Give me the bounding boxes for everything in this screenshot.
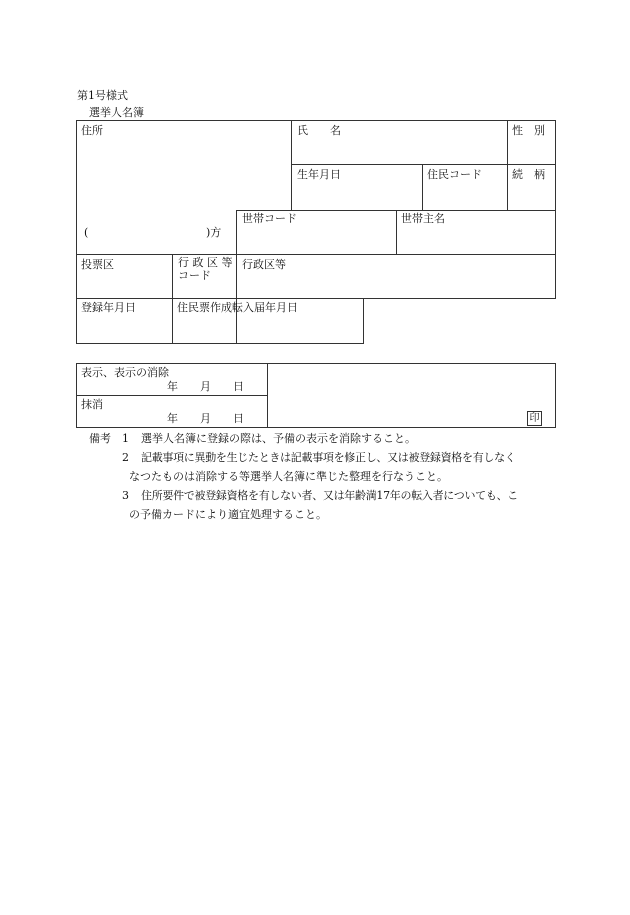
admin-district-code-label-2: コード <box>178 269 211 282</box>
table-rule <box>76 120 77 299</box>
table-rule <box>76 254 556 255</box>
table-rule <box>76 120 556 121</box>
table-rule <box>76 343 364 344</box>
table-rule <box>396 210 397 254</box>
note-2-text-line1: 記載事項に異動を生じたときは記載事項を修正し、又は被登録資格を有しなく <box>141 451 516 464</box>
birthdate-label: 生年月日 <box>297 168 341 181</box>
name-label: 氏 名 <box>297 124 341 137</box>
care-of-open: ( <box>84 226 89 239</box>
admin-district-label: 行政区等 <box>242 258 286 271</box>
household-head-label: 世帯主名 <box>401 212 445 225</box>
table-rule <box>236 210 556 211</box>
table-rule <box>76 298 77 343</box>
table-rule <box>76 395 268 396</box>
table-rule <box>291 164 556 165</box>
address-label: 住所 <box>81 124 103 137</box>
note-3-text-line2: の予備カードにより適宜処理すること。 <box>129 508 327 521</box>
resident-code-label: 住民コード <box>427 168 482 181</box>
seal-mark: 印 <box>527 411 542 426</box>
note-1-text: 選挙人名簿に登録の際は、予備の表示を消除すること。 <box>141 432 416 445</box>
note-1-number: 1 <box>122 432 129 445</box>
voting-district-label: 投票区 <box>81 258 114 271</box>
erasure-date: 年 月 日 <box>167 412 244 425</box>
display-date: 年 月 日 <box>167 380 244 393</box>
form-title: 選挙人名簿 <box>89 106 144 119</box>
table-rule <box>236 210 237 343</box>
table-rule <box>291 120 292 210</box>
display-label: 表示、表示の消除 <box>81 366 169 379</box>
table-rule <box>422 164 423 210</box>
form-number: 第1号様式 <box>77 89 128 102</box>
note-2-text-line2: なつたものは消除する等選挙人名簿に準じた整理を行なうこと。 <box>129 470 448 483</box>
table-rule <box>363 298 364 343</box>
erasure-label: 抹消 <box>81 398 103 411</box>
registration-date-label: 登録年月日 <box>81 301 136 314</box>
note-2-number: 2 <box>122 451 129 464</box>
household-code-label: 世帯コード <box>242 212 297 225</box>
note-3-text-line1: 住所要件で被登録資格を有しない者、又は年齢満17年の転入者についても、こ <box>141 489 518 502</box>
care-of-close: )方 <box>206 226 222 239</box>
admin-district-code-label-1: 行 政 区 等 <box>178 256 233 269</box>
resident-record-date-label: 住民票作成転入届年月日 <box>177 301 298 314</box>
sex-label: 性 別 <box>512 124 545 137</box>
notes-heading: 備考 <box>89 432 111 445</box>
table-rule <box>76 298 556 299</box>
table-rule <box>507 120 508 210</box>
relationship-label: 続 柄 <box>512 168 545 181</box>
note-3-number: 3 <box>122 489 129 502</box>
